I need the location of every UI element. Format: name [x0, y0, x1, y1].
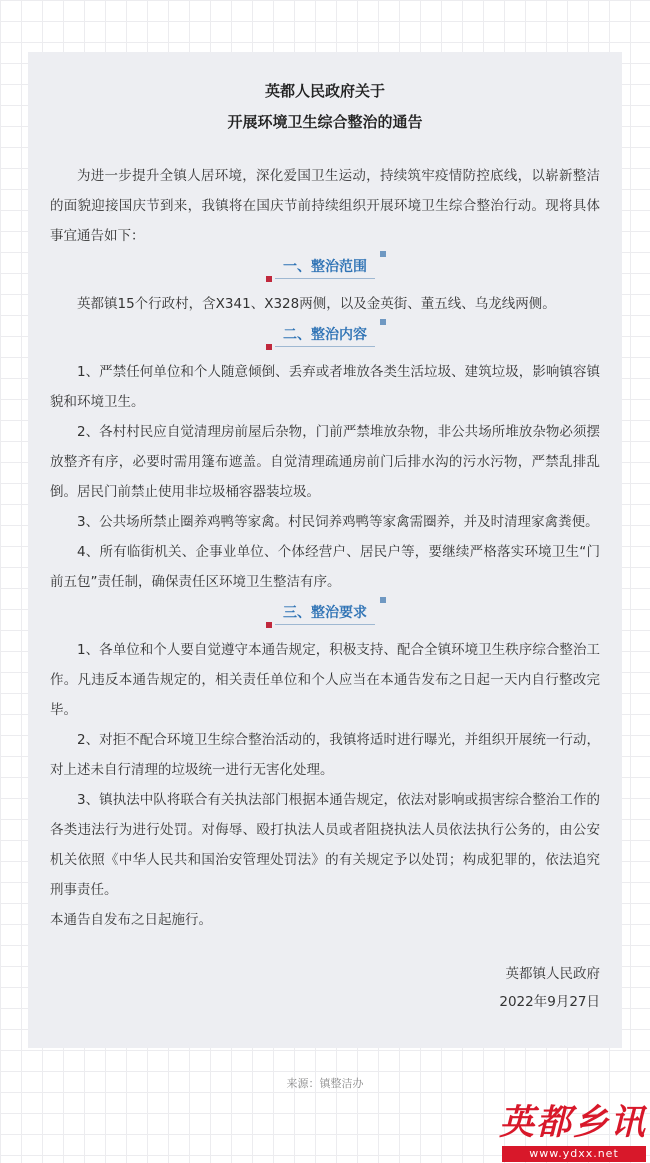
logo-url: www.ydxx.net — [502, 1146, 646, 1162]
notice-card — [28, 52, 622, 1048]
blue-square-decoration — [380, 251, 386, 257]
heading-underline — [275, 346, 375, 347]
red-square-decoration — [266, 622, 272, 628]
intro-paragraph: 为进一步提升全镇人居环境，深化爱国卫生运动，持续筑牢疫情防控底线，以崭新整洁的面貌迎接国庆节到来，我镇将在国庆节前持续组织开展环境卫生综合整治行动。现将具体事宜通告如下： — [50, 168, 600, 244]
heading-underline — [275, 278, 375, 279]
paragraph: 英都镇15个行政村，含X341、X328两侧，以及金英街、董五线、乌龙线两侧。 — [77, 296, 556, 312]
red-square-decoration — [266, 276, 272, 282]
source-label: 来源：镇整洁办 — [286, 1077, 364, 1090]
closing-paragraph: 本通告自发布之日起施行。 — [50, 912, 212, 928]
watermark-logo — [498, 1103, 648, 1161]
notice-title-line2: 开展环境卫生综合整治的通告 — [227, 113, 423, 131]
date: 2022年9月27日 — [499, 994, 600, 1010]
blue-square-decoration — [380, 597, 386, 603]
heading-underline — [275, 624, 375, 625]
section-heading-scope — [50, 251, 600, 289]
red-square-decoration — [266, 344, 272, 350]
section-heading-label: 二、整治内容 — [283, 327, 367, 343]
section-heading-requirements — [50, 597, 600, 635]
paragraph: 2、对拒不配合环境卫生综合整治活动的，我镇将适时进行曝光，并组织开展统一行动，对上述未自行清理的垃圾统一进行无害化处理。 — [50, 732, 600, 778]
paragraph: 3、公共场所禁止圈养鸡鸭等家禽。村民饲养鸡鸭等家禽需圈养，并及时清理家禽粪便。 — [77, 514, 599, 530]
paragraph: 4、所有临街机关、企事业单位、个体经营户、居民户等，要继续严格落实环境卫生“门前五包”责任制，确保责任区环境卫生整洁有序。 — [50, 544, 600, 590]
paragraph: 2、各村村民应自觉清理房前屋后杂物，门前严禁堆放杂物，非公共场所堆放杂物必须摆放整齐有序，必要时需用篷布遮盖。自觉清理疏通房前门后排水沟的污水污物，严禁乱排乱倒。居民门前禁止使用非垃圾桶容器装垃圾。 — [50, 424, 600, 500]
paragraph: 1、严禁任何单位和个人随意倾倒、丢弃或者堆放各类生活垃圾、建筑垃圾，影响镇容镇貌和环境卫生。 — [50, 364, 600, 410]
section-heading-label: 一、整治范围 — [283, 259, 367, 275]
section-heading-label: 三、整治要求 — [283, 605, 367, 621]
blue-square-decoration — [380, 319, 386, 325]
paragraph: 1、各单位和个人要自觉遵守本通告规定，积极支持、配合全镇环境卫生秩序综合整治工作。凡违反本通告规定的，相关责任单位和个人应当在本通告发布之日起一天内自行整改完毕。 — [50, 642, 600, 718]
paragraph: 3、镇执法中队将联合有关执法部门根据本通告规定，依法对影响或损害综合整治工作的各类违法行为进行处罚。对侮辱、殴打执法人员或者阻挠执法人员依法执行公务的，由公安机关依照《中华人民共和国治安管理处罚法》的有关规定予以处罚；构成犯罪的，依法追究刑事责任。 — [50, 792, 600, 898]
section-heading-content — [50, 319, 600, 357]
notice-title-line1: 英都人民政府关于 — [264, 82, 385, 100]
signature: 英都镇人民政府 — [505, 966, 600, 982]
logo-text: 英都乡讯 — [498, 1102, 647, 1143]
